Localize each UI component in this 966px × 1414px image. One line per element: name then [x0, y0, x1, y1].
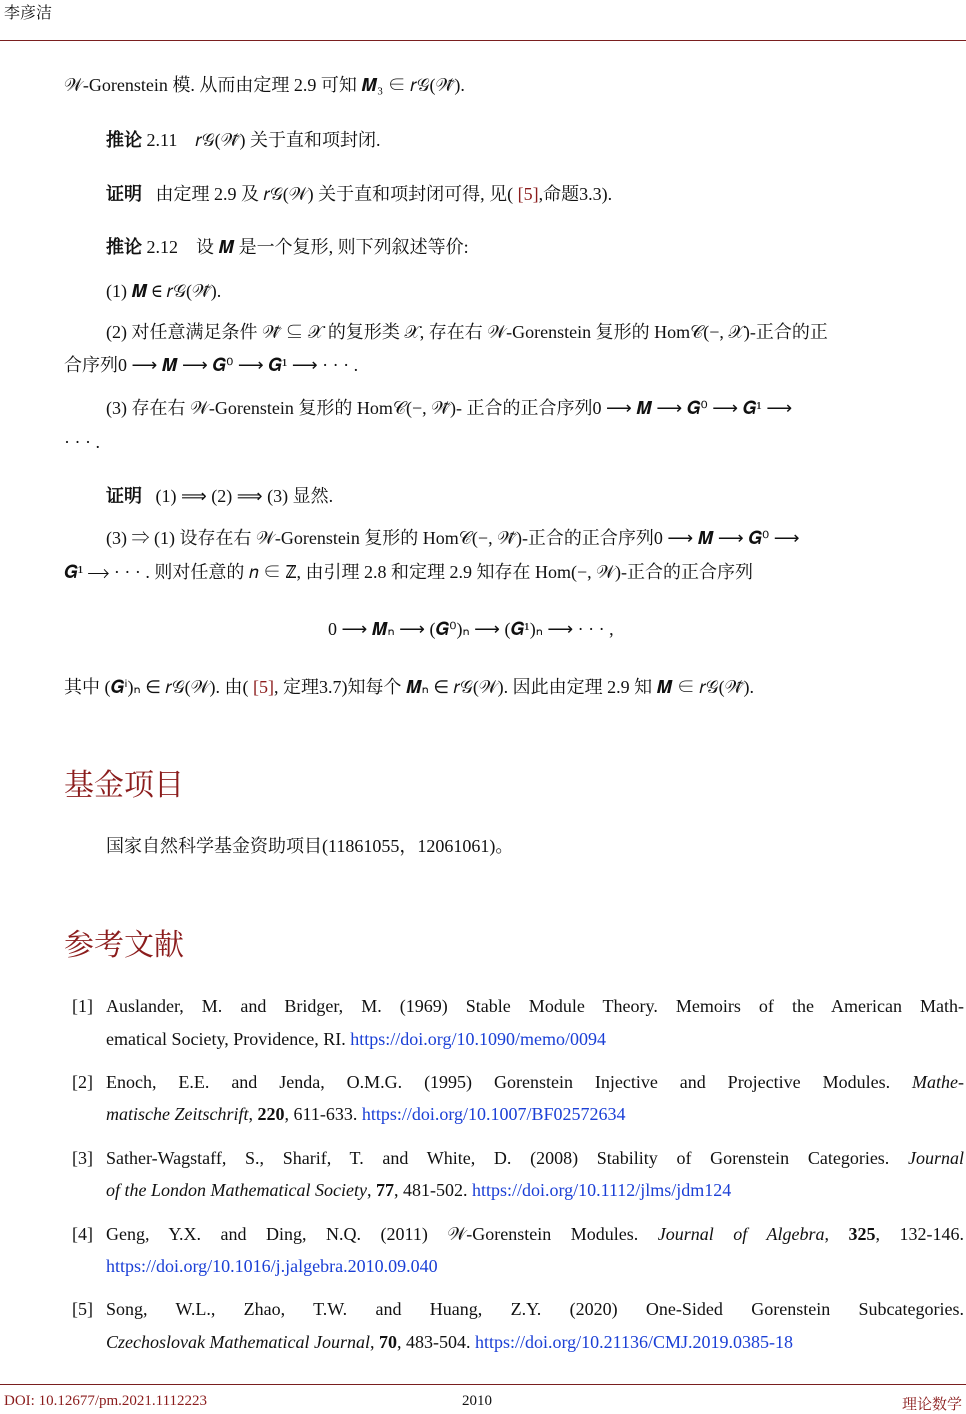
corollary-2-11 — [106, 130, 380, 152]
doi-link[interactable]: https://doi.org/10.1007/BF02572634 — [361, 1104, 626, 1124]
reference-2-line-2 — [106, 1104, 626, 1125]
reference-text: Sather-Wagstaff, S., Sharif, T. and White, D. (2008) Stability of Gorenstein Categories. — [106, 1148, 908, 1168]
item-2-line-1: (2) 对任意满足条件 𝒲̃ ⊆ 𝒳 的复形类 𝒳, 存在右 𝒲-Gorenstein 复形的 Hom𝒞(−, 𝒳)-正合的正 — [106, 322, 828, 342]
corollary-label: 推论 — [106, 130, 142, 151]
reference-5-line-2 — [106, 1332, 793, 1353]
volume: 220 — [257, 1104, 285, 1124]
proof-label: 证明 — [106, 184, 142, 205]
proof-1 — [106, 184, 612, 206]
proof-text: (1) ⟹ (2) ⟹ (3) 显然. — [155, 486, 334, 506]
journal-name: Journal of Algebra — [657, 1224, 825, 1244]
paragraph-text: 其中 (𝑮ⁱ)ₙ ∈ 𝑟𝒢(𝒲). 由( — [64, 677, 254, 697]
volume: 77 — [375, 1180, 394, 1200]
reference-3-line-1 — [106, 1148, 964, 1170]
reference-number: [4] — [72, 1224, 93, 1244]
journal-name: matische Zeitschrift — [106, 1104, 249, 1124]
display-equation: 0 ⟶ 𝑴ₙ ⟶ (𝑮⁰)ₙ ⟶ (𝑮¹)ₙ ⟶ · · · , — [328, 619, 614, 639]
proof-2 — [106, 486, 333, 508]
paragraph-3-line-1: (3) ⇒ (1) 设存在右 𝒲-Gorenstein 复形的 Hom𝒞(−, 𝒲̃)-正合的正合序列0 ⟶ 𝑴 ⟶ 𝑮⁰ ⟶ — [106, 528, 800, 548]
item-3-line-2: · · · . — [64, 432, 100, 452]
item-1: (1) 𝑴 ∈ 𝑟𝒢(𝒲̃). — [106, 281, 222, 301]
doi-link[interactable]: https://doi.org/10.1090/memo/0094 — [350, 1029, 606, 1049]
reference-text: , 481-502. — [393, 1180, 472, 1200]
footer-doi[interactable]: DOI: 10.12677/pm.2021.1112223 — [4, 1393, 208, 1409]
journal-name: Mathe- — [912, 1072, 964, 1092]
doi-link[interactable]: https://doi.org/10.1016/j.jalgebra.2010.09.040 — [106, 1256, 438, 1276]
reference-text: Enoch, E.E. and Jenda, O.M.G. (1995) Gorenstein Injective and Projective Modules. — [106, 1072, 913, 1092]
reference-text: , — [248, 1104, 258, 1124]
proof-label: 证明 — [106, 486, 142, 507]
volume: 70 — [378, 1332, 397, 1352]
reference-text: , — [369, 1332, 379, 1352]
citation-link[interactable]: [5] — [517, 184, 539, 204]
citation-link[interactable]: [5] — [253, 677, 275, 697]
reference-5-line-1: Song, W.L., Zhao, T.W. and Huang, Z.Y. (2020) One-Sided Gorenstein Subcategories. — [106, 1299, 964, 1319]
journal-name: Journal — [908, 1148, 964, 1168]
corollary-text: 2.11 𝑟𝒢(𝒲̃) 关于直和项封闭. — [146, 130, 381, 150]
body-line-1: 𝒲-Gorenstein 模. 从而由定理 2.9 可知 𝑴₃ ∈ 𝑟𝒢(𝒲̃). — [64, 75, 465, 95]
footer-divider — [0, 1384, 966, 1385]
reference-4-line-2 — [106, 1256, 438, 1277]
doi-link[interactable]: https://doi.org/10.1112/jlms/jdm124 — [471, 1180, 732, 1200]
journal-name: Czechoslovak Mathematical Journal — [106, 1332, 370, 1352]
reference-number: [1] — [72, 996, 93, 1016]
reference-text: , — [824, 1224, 849, 1244]
proof-text: 由定理 2.9 及 𝑟𝒢(𝒲) 关于直和项封闭可得, 见( — [155, 184, 518, 204]
reference-text: , 611-633. — [284, 1104, 362, 1124]
volume: 325 — [848, 1224, 876, 1244]
proof-text-end: ,命题3.3). — [538, 184, 613, 204]
running-header-author: 李彦洁 — [4, 3, 53, 22]
reference-text: Geng, Y.X. and Ding, N.Q. (2011) 𝒲-Gorenstein Modules. — [106, 1224, 658, 1244]
corollary-2-12 — [106, 237, 469, 259]
reference-1-line-1: Auslander, M. and Bridger, M. (1969) Stable Module Theory. Memoirs of the American Math- — [106, 996, 964, 1016]
footer-journal-name: 理论数学 — [901, 1395, 962, 1413]
paragraph-4 — [64, 677, 754, 699]
journal-name: of the London Mathematical Society — [106, 1180, 367, 1200]
paragraph-3-line-2: 𝑮¹ ⟶ · · · . 则对任意的 𝑛 ∈ ℤ, 由引理 2.8 和定理 2.9 知存在 Hom(−, 𝒲)-正合的正合序列 — [64, 562, 753, 582]
doi-link[interactable]: https://doi.org/10.21136/CMJ.2019.0385-18 — [474, 1332, 793, 1352]
funding-text: 国家自然科学基金资助项目(11861055，12061061)。 — [106, 836, 514, 856]
section-title-references: 参考文献 — [64, 928, 184, 963]
reference-number: [5] — [72, 1299, 93, 1319]
page-number: 2010 — [462, 1393, 492, 1409]
reference-4-line-1 — [106, 1224, 964, 1246]
reference-3-line-2 — [106, 1180, 731, 1201]
reference-text: , 132-146. — [875, 1224, 964, 1244]
reference-number: [3] — [72, 1148, 93, 1168]
corollary-label: 推论 — [106, 237, 142, 258]
paragraph-text-end: , 定理3.7)知每个 𝑴ₙ ∈ 𝑟𝒢(𝒲). 因此由定理 2.9 知 𝑴 ∈ 𝑟𝒢(𝒲̃). — [274, 677, 754, 697]
reference-text: , 483-504. — [396, 1332, 475, 1352]
corollary-text: 2.12 设 𝑴 是一个复形, 则下列叙述等价: — [146, 237, 469, 257]
item-3-line-1: (3) 存在右 𝒲-Gorenstein 复形的 Hom𝒞(−, 𝒲̃)- 正合的正合序列0 ⟶ 𝑴 ⟶ 𝑮⁰ ⟶ 𝑮¹ ⟶ — [106, 398, 793, 418]
reference-text: ematical Society, Providence, RI. — [106, 1029, 351, 1049]
item-2-line-2: 合序列0 ⟶ 𝑴 ⟶ 𝑮⁰ ⟶ 𝑮¹ ⟶ · · · . — [64, 355, 359, 375]
section-title-funding: 基金项目 — [64, 768, 184, 803]
reference-number: [2] — [72, 1072, 93, 1092]
header-divider — [0, 40, 966, 41]
reference-2-line-1 — [106, 1072, 964, 1094]
reference-text: , — [366, 1180, 376, 1200]
reference-1-line-2 — [106, 1029, 606, 1050]
